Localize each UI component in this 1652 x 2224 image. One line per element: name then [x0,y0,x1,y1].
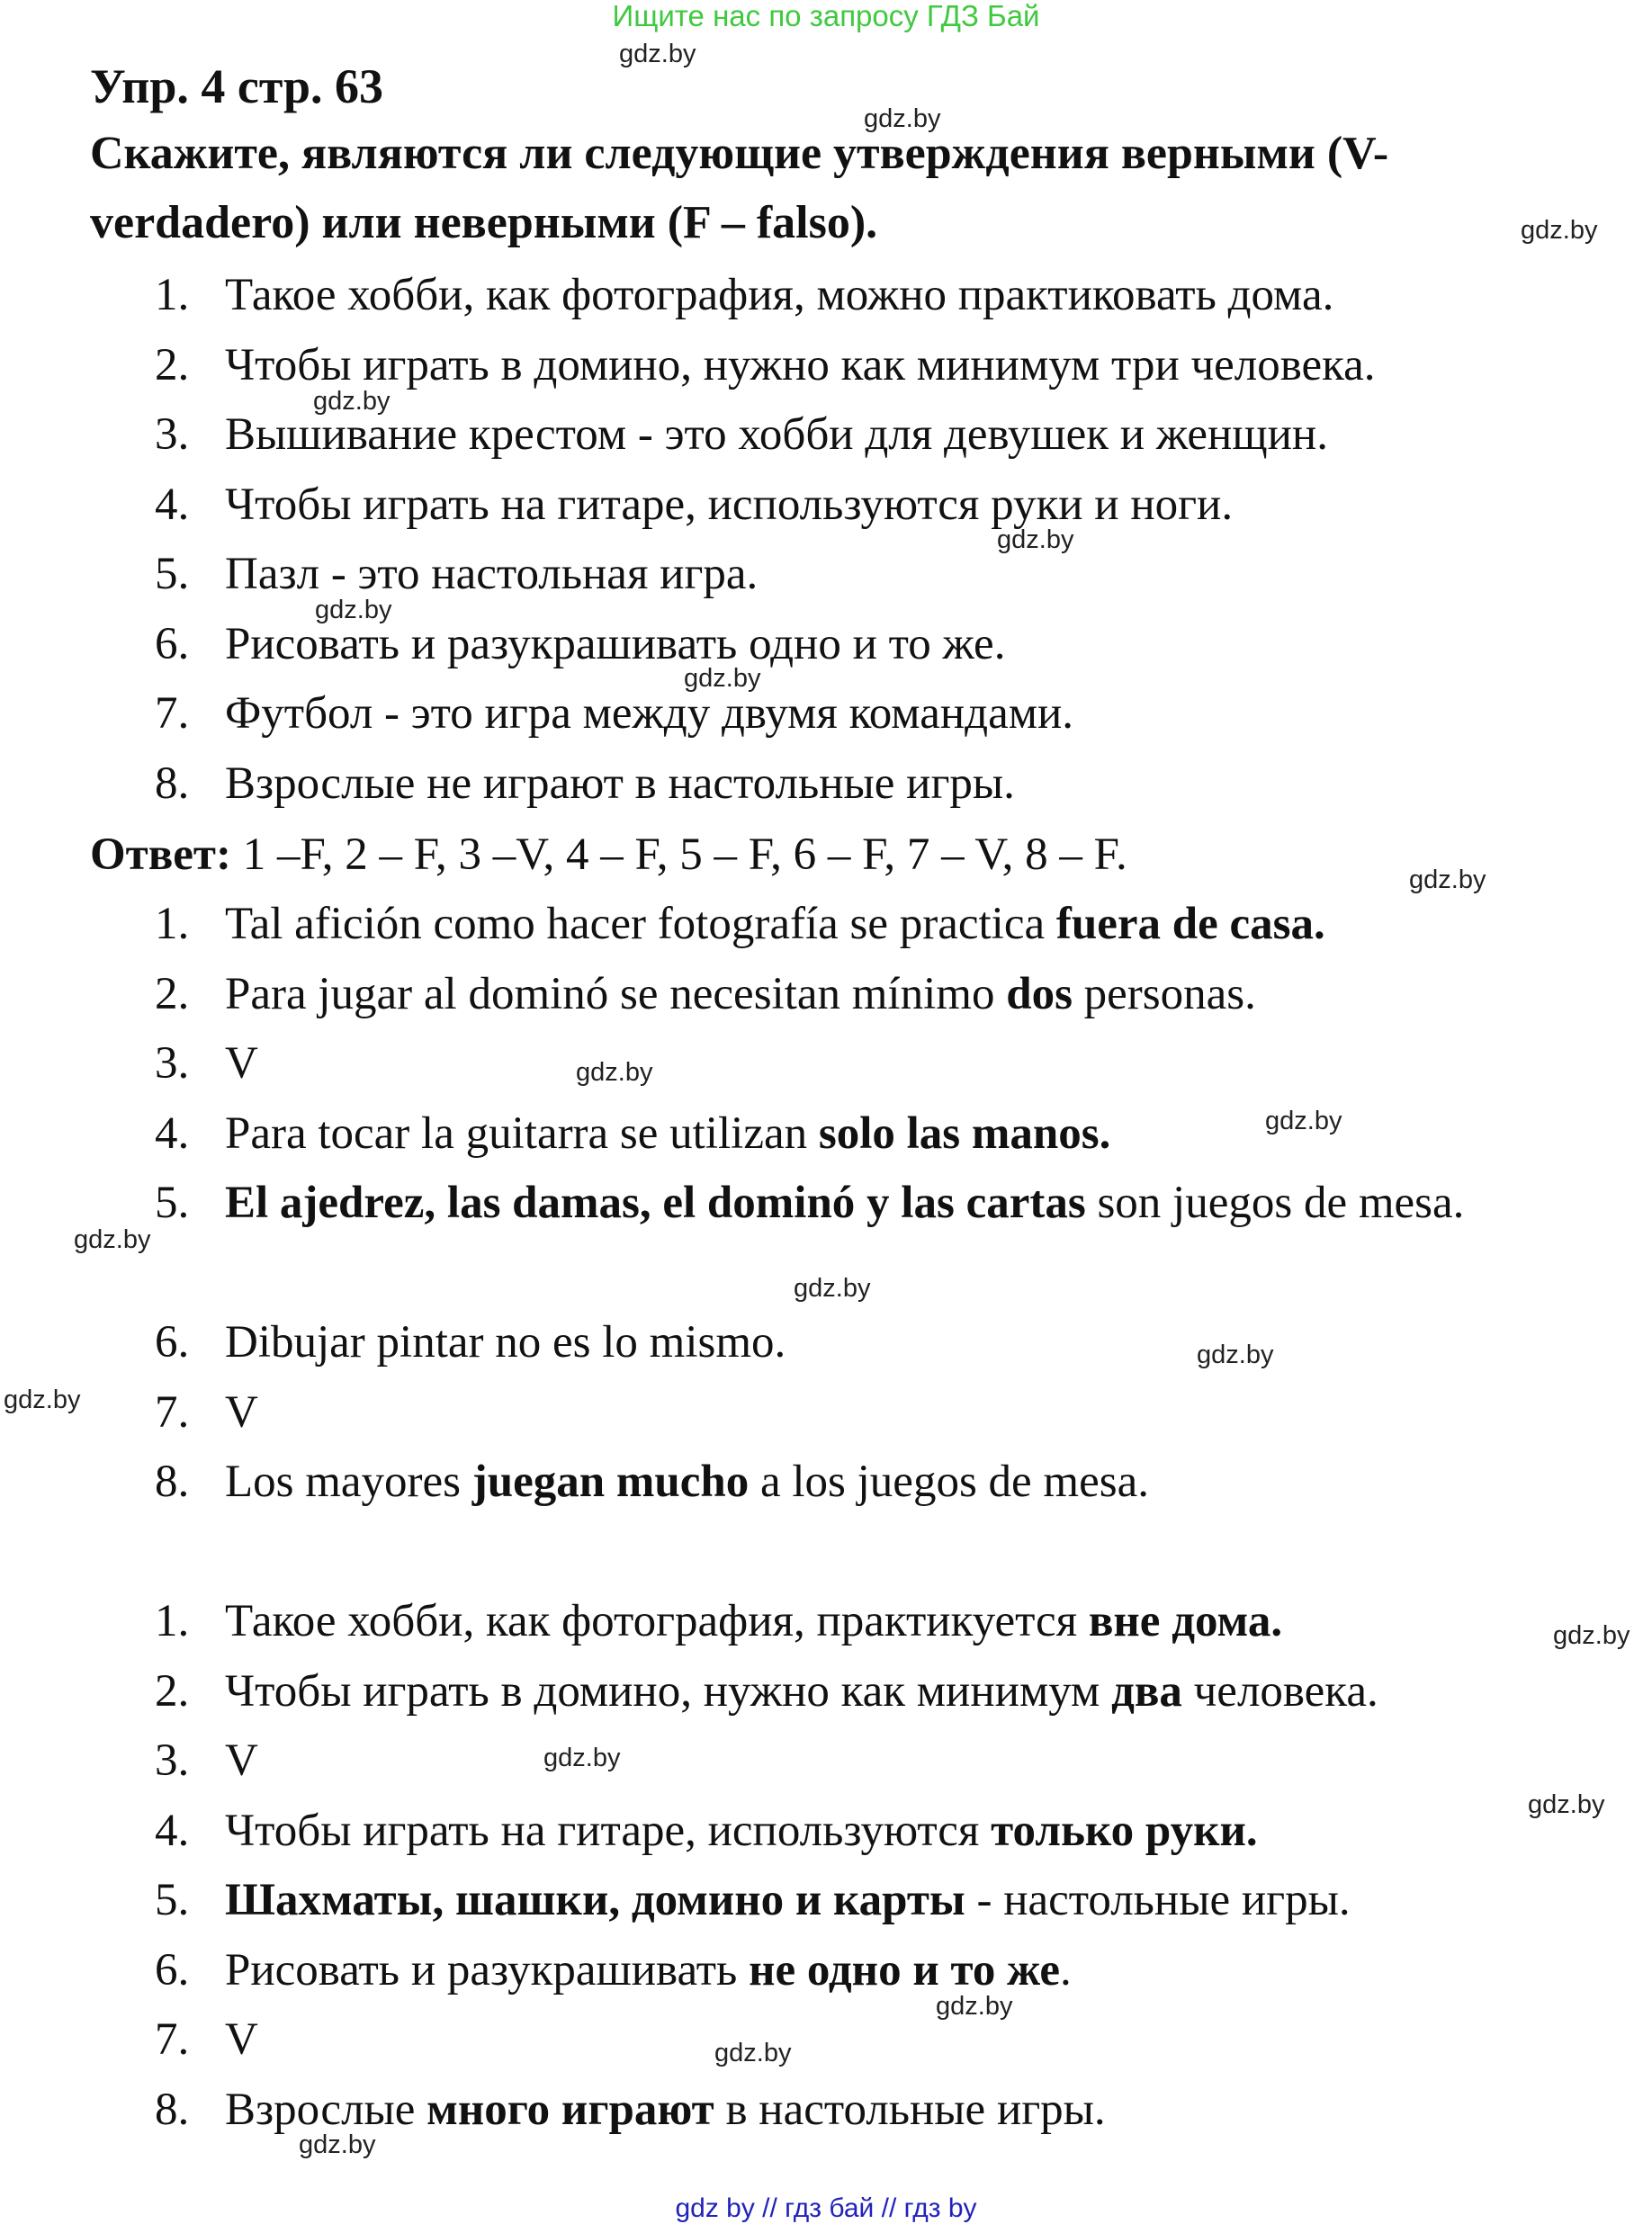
item-number: 6. [155,1944,190,1995]
item-number: 7. [155,688,190,739]
watermark: gdz.by [794,1274,871,1303]
russian-item [0,1797,1652,1867]
watermark: gdz.by [1197,1341,1274,1369]
watermark: gdz.by [313,387,391,416]
answer-line [90,821,1127,891]
russian-item [0,1866,1652,1936]
item-text: Чтобы играть на гитаре, используются только руки. [225,1805,1258,1856]
item-text: Футбол - это игра между двумя командами. [225,688,1074,739]
item-number: 8. [155,1457,190,1507]
item-number: 4. [155,1805,190,1856]
russian-item [0,2076,1652,2146]
exercise-title: Упр. 4 стр. 63 [90,59,384,113]
watermark: gdz.by [1521,216,1598,245]
item-text: Взрослые не играют в настольные игры. [225,758,1015,809]
watermark: gdz.by [74,1225,151,1254]
spanish-item [0,1099,1652,1170]
item-number: 3. [155,1038,190,1089]
item-number: 8. [155,758,190,809]
item-text: Шахматы, шашки, домино и карты - настольные игры. [225,1875,1351,1925]
statement-item [0,261,1652,331]
item-text: Tal afición como hacer fotografía se practica fuera de casa. [225,899,1325,949]
item-text: Para tocar la guitarra se utilizan solo las manos. [225,1108,1111,1159]
watermark: gdz.by [619,40,696,68]
statement-item [0,331,1652,401]
statement-item [0,471,1652,541]
item-text: Такое хобби, как фотография, можно практиковать дома. [225,270,1334,320]
spanish-item [0,1308,1652,1378]
watermark: gdz.by [1409,865,1486,894]
statement-item [0,540,1652,610]
statement-item [0,400,1652,471]
russian-item [0,1587,1652,1657]
item-number: 6. [155,1317,190,1368]
item-number: 4. [155,1108,190,1159]
item-number: 3. [155,1735,190,1786]
item-text: Чтобы играть в домино, нужно как минимум два человека. [225,1665,1378,1717]
watermark: gdz.by [864,104,941,133]
statement-item [0,679,1652,749]
search-hint-link[interactable]: Ищите нас по запросу ГДЗ Бай [612,0,1040,32]
item-number: 6. [155,618,190,669]
watermark: gdz.by [714,2039,792,2067]
statement-item [0,610,1652,680]
item-text: Para jugar al dominó se necesitan mínimo dos personas. [225,968,1256,1019]
russian-item [0,1657,1652,1727]
statement-item [0,749,1652,820]
item-number: 4. [155,479,190,530]
watermark: gdz.by [684,664,761,693]
item-text: Рисовать и разукрашивать одно и то же. [225,618,1006,669]
item-text: Вышивание крестом - это хобби для девушек и женщин. [225,409,1328,460]
item-number: 7. [155,2014,190,2065]
spanish-item [0,890,1652,960]
watermark: gdz.by [299,2130,376,2159]
spanish-item [0,960,1652,1030]
item-text: V [225,1038,258,1089]
item-number: 7. [155,1386,190,1438]
watermark: gdz.by [936,1992,1013,2021]
watermark: gdz.by [4,1386,81,1414]
item-number: 5. [155,1875,190,1925]
spanish-corrections-list [0,890,1652,1518]
item-text: V [225,1735,258,1786]
spanish-item [0,1029,1652,1099]
item-number: 2. [155,1665,190,1717]
watermark: gdz.by [1553,1621,1630,1650]
item-text: Чтобы играть в домино, нужно как минимум три человека. [225,339,1376,390]
item-text: Пазл - это настольная игра. [225,549,759,599]
item-number: 2. [155,339,190,390]
answer-text: 1 –F, 2 – F, 3 –V, 4 – F, 5 – F, 6 – F, 7 – V, 8 – F. [242,830,1127,880]
item-number: 8. [155,2084,190,2135]
russian-item [0,1726,1652,1797]
item-text: V [225,1386,258,1438]
watermark: gdz.by [1528,1790,1605,1819]
item-number: 1. [155,1596,190,1646]
statements-list [0,261,1652,819]
item-text: Рисовать и разукрашивать не одно и то же. [225,1944,1072,1995]
item-number: 5. [155,1178,190,1228]
item-text: Взрослые много играют в настольные игры. [225,2084,1106,2135]
russian-item [0,2005,1652,2076]
russian-corrections-list [0,1587,1652,2145]
item-text: El ajedrez, las damas, el dominó y las cartas son juegos de mesa. [225,1178,1465,1228]
russian-item [0,1936,1652,2006]
watermark: gdz.by [576,1058,653,1087]
watermark: gdz.by [543,1744,621,1772]
item-number: 5. [155,549,190,599]
task-instruction: Скажите, являются ли следующие утверждения верными (V- verdadero) или неверными (F – falso). [90,128,1389,248]
watermark: gdz.by [1265,1107,1342,1135]
watermark: gdz.by [997,525,1074,554]
spanish-item [0,1378,1652,1448]
item-number: 3. [155,409,190,460]
watermark: gdz.by [315,596,392,624]
item-number: 1. [155,899,190,949]
item-text: V [225,2014,258,2065]
item-text: Такое хобби, как фотография, практикуется вне дома. [225,1596,1283,1646]
answer-label: Ответ: [90,830,231,880]
item-number: 2. [155,968,190,1019]
item-number: 1. [155,270,190,320]
spanish-item [0,1448,1652,1518]
item-text: Dibujar pintar no es lo mismo. [225,1317,786,1368]
footer-links[interactable]: gdz by // гдз бай // гдз by [675,2193,977,2223]
item-text: Los mayores juegan mucho a los juegos de mesa. [225,1457,1149,1507]
item-text: Чтобы играть на гитаре, используются руки и ноги. [225,479,1234,530]
